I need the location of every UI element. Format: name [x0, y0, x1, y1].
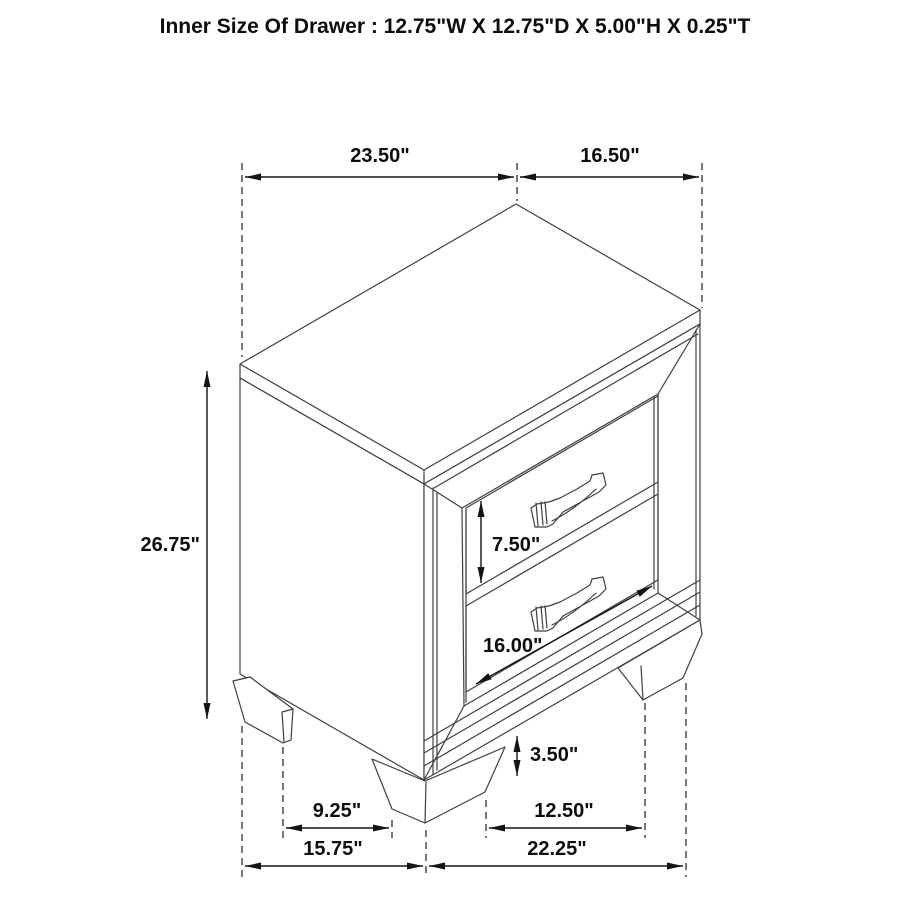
- dim-overall-height: [140, 371, 207, 719]
- dim-leg-height: [517, 736, 578, 776]
- dimension-label: 3.50": [530, 744, 579, 766]
- page-title: Inner Size Of Drawer : 12.75"W X 12.75"D X 5.00"H X 0.25"T: [159, 15, 751, 38]
- dimension-label: 16.50": [580, 145, 640, 167]
- dimension-label: 26.75": [140, 534, 200, 556]
- dimension-label: 22.25": [527, 838, 587, 860]
- dimension-label: 15.75": [303, 838, 363, 860]
- nightstand-drawing: [233, 204, 702, 823]
- dimension-label: 9.25": [312, 800, 362, 822]
- dimension-label: 16.00": [483, 635, 543, 657]
- dimension-label: 12.50": [534, 800, 594, 822]
- dimension-label: 7.50": [492, 534, 541, 556]
- dimension-label: 23.50": [350, 145, 410, 167]
